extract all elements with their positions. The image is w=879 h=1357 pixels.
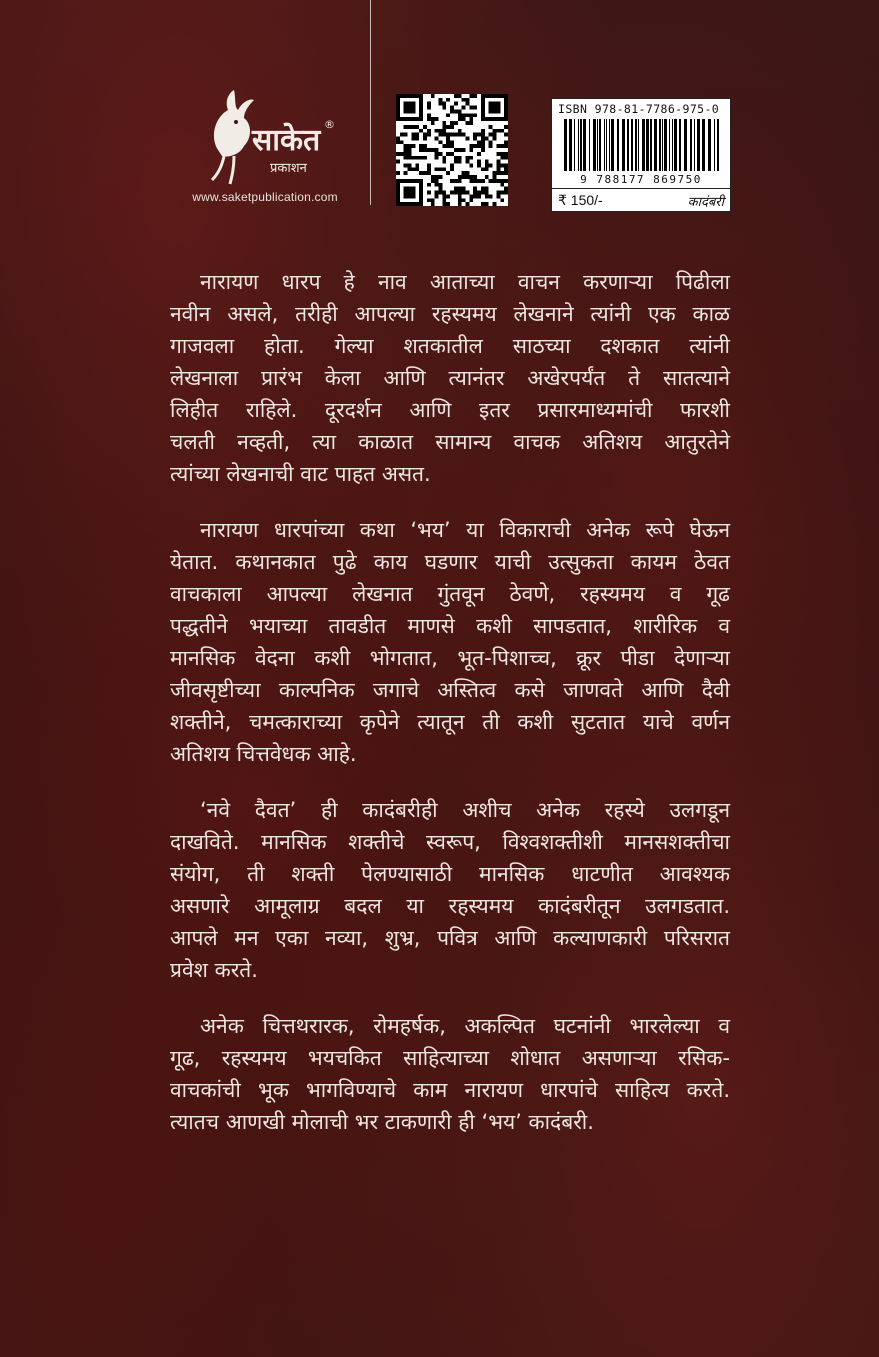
blurb-line: लेखनाला प्रारंभ केला आणि त्यानंतर अखेरपर्यंत ते सातत्याने (170, 366, 730, 390)
barcode (562, 119, 722, 171)
blurb-line: चलती नव्हती, त्या काळात सामान्य वाचक अतिशय आतुरतेने (170, 430, 730, 454)
qr-code-icon (396, 94, 508, 206)
header-divider (370, 0, 371, 205)
blurb-line: मानसिक वेदना कशी भोगतात, भूत-पिशाच्च, क्रूर पीडा देणाऱ्या (170, 646, 730, 670)
publisher-logo-icon (200, 88, 340, 188)
blurb-line: त्यातच आणखी मोलाची भर टाकणारी ही ‘भय’ कादंबरी. (170, 1110, 594, 1134)
svg-text:साकेत: साकेत (252, 123, 321, 158)
blurb-line: गूढ, रहस्यमय भयचकित साहित्याच्या शोधात असणाऱ्या रसिक- (170, 1046, 730, 1070)
isbn-label: ISBN 978-81-7786-975-0 (558, 102, 720, 116)
price-row (552, 188, 730, 212)
blurb-line: संयोग, ती शक्ती पेलण्यासाठी मानसिक धाटणीत आवश्यक (170, 862, 730, 886)
genre-label: कादंबरी (687, 195, 724, 210)
blurb-paragraph (170, 514, 730, 770)
blurb-line: ‘नवे दैवत’ ही कादंबरीही अशीच अनेक रहस्ये उलगडून (200, 798, 730, 822)
blurb-line: अनेक चित्तथरारक, रोमहर्षक, अकल्पित घटनांनी भारलेल्या व (200, 1014, 730, 1038)
qr-code (396, 94, 508, 206)
svg-text:प्रकाशन: प्रकाशन (270, 161, 307, 176)
blurb-line: दाखविते. मानसिक शक्तीचे स्वरूप, विश्वशक्तीशी मानसशक्तीचा (170, 830, 730, 854)
blurb-text (170, 266, 730, 1162)
blurb-line: नारायण धारप हे नाव आताच्या वाचन करणाऱ्या पिढीला (200, 270, 730, 294)
blurb-line: त्यांच्या लेखनाची वाट पाहत असत. (170, 462, 431, 486)
blurb-line: अतिशय चित्तवेधक आहे. (170, 742, 357, 766)
blurb-line: पद्धतीने भयाच्या तावडीत माणसे कशी सापडतात, शारीरिक व (170, 614, 730, 638)
price: ₹ 150/- (558, 192, 603, 208)
blurb-line: नवीन असले, तरीही आपल्या रहस्यमय लेखनाने त्यांनी एक काळ (170, 302, 730, 326)
blurb-line: शक्तीने, चमत्काराच्या कृपेने त्यातून ती कशी सुटतात याचे वर्णन (170, 710, 730, 734)
blurb-line: आपले मन एका नव्या, शुभ्र, पवित्र आणि कल्याणकारी परिसरात (170, 926, 730, 950)
blurb-paragraph (170, 794, 730, 986)
blurb-line: नारायण धारपांच्या कथा ‘भय’ या विकाराची अनेक रूपे घेऊन (200, 518, 730, 542)
blurb-paragraph (170, 1010, 730, 1138)
barcode-icon (562, 119, 722, 171)
blurb-line: येतात. कथानकात पुढे काय घडणार याची उत्सुकता कायम ठेवत (170, 550, 730, 574)
isbn-barcode-box (551, 98, 731, 212)
blurb-line: असणारे आमूलाग्र बदल या रहस्यमय कादंबरीतून उलगडतात. (170, 894, 730, 918)
publisher-logo-block (170, 88, 360, 208)
blurb-line: वाचकांची भूक भागविण्याचे काम नारायण धारपांचे साहित्य करते. (170, 1078, 730, 1102)
publisher-url[interactable]: www.saketpublication.com (192, 190, 338, 204)
blurb-paragraph (170, 266, 730, 490)
barcode-number: 9 788177 869750 (580, 173, 702, 186)
blurb-line: लिहीत राहिले. दूरदर्शन आणि इतर प्रसारमाध्यमांची फारशी (170, 398, 730, 422)
blurb-line: वाचकाला आपल्या लेखनात गुंतवून ठेवणे, रहस्यमय व गूढ (170, 582, 730, 606)
svg-text:®: ® (324, 118, 335, 131)
blurb-line: प्रवेश करते. (170, 958, 258, 982)
blurb-line: गाजवला होता. गेल्या शतकातील साठच्या दशकात त्यांनी (170, 334, 730, 358)
blurb-line: जीवसृष्टीच्या काल्पनिक जगाचे अस्तित्व कसे जाणवते आणि दैवी (170, 678, 730, 702)
